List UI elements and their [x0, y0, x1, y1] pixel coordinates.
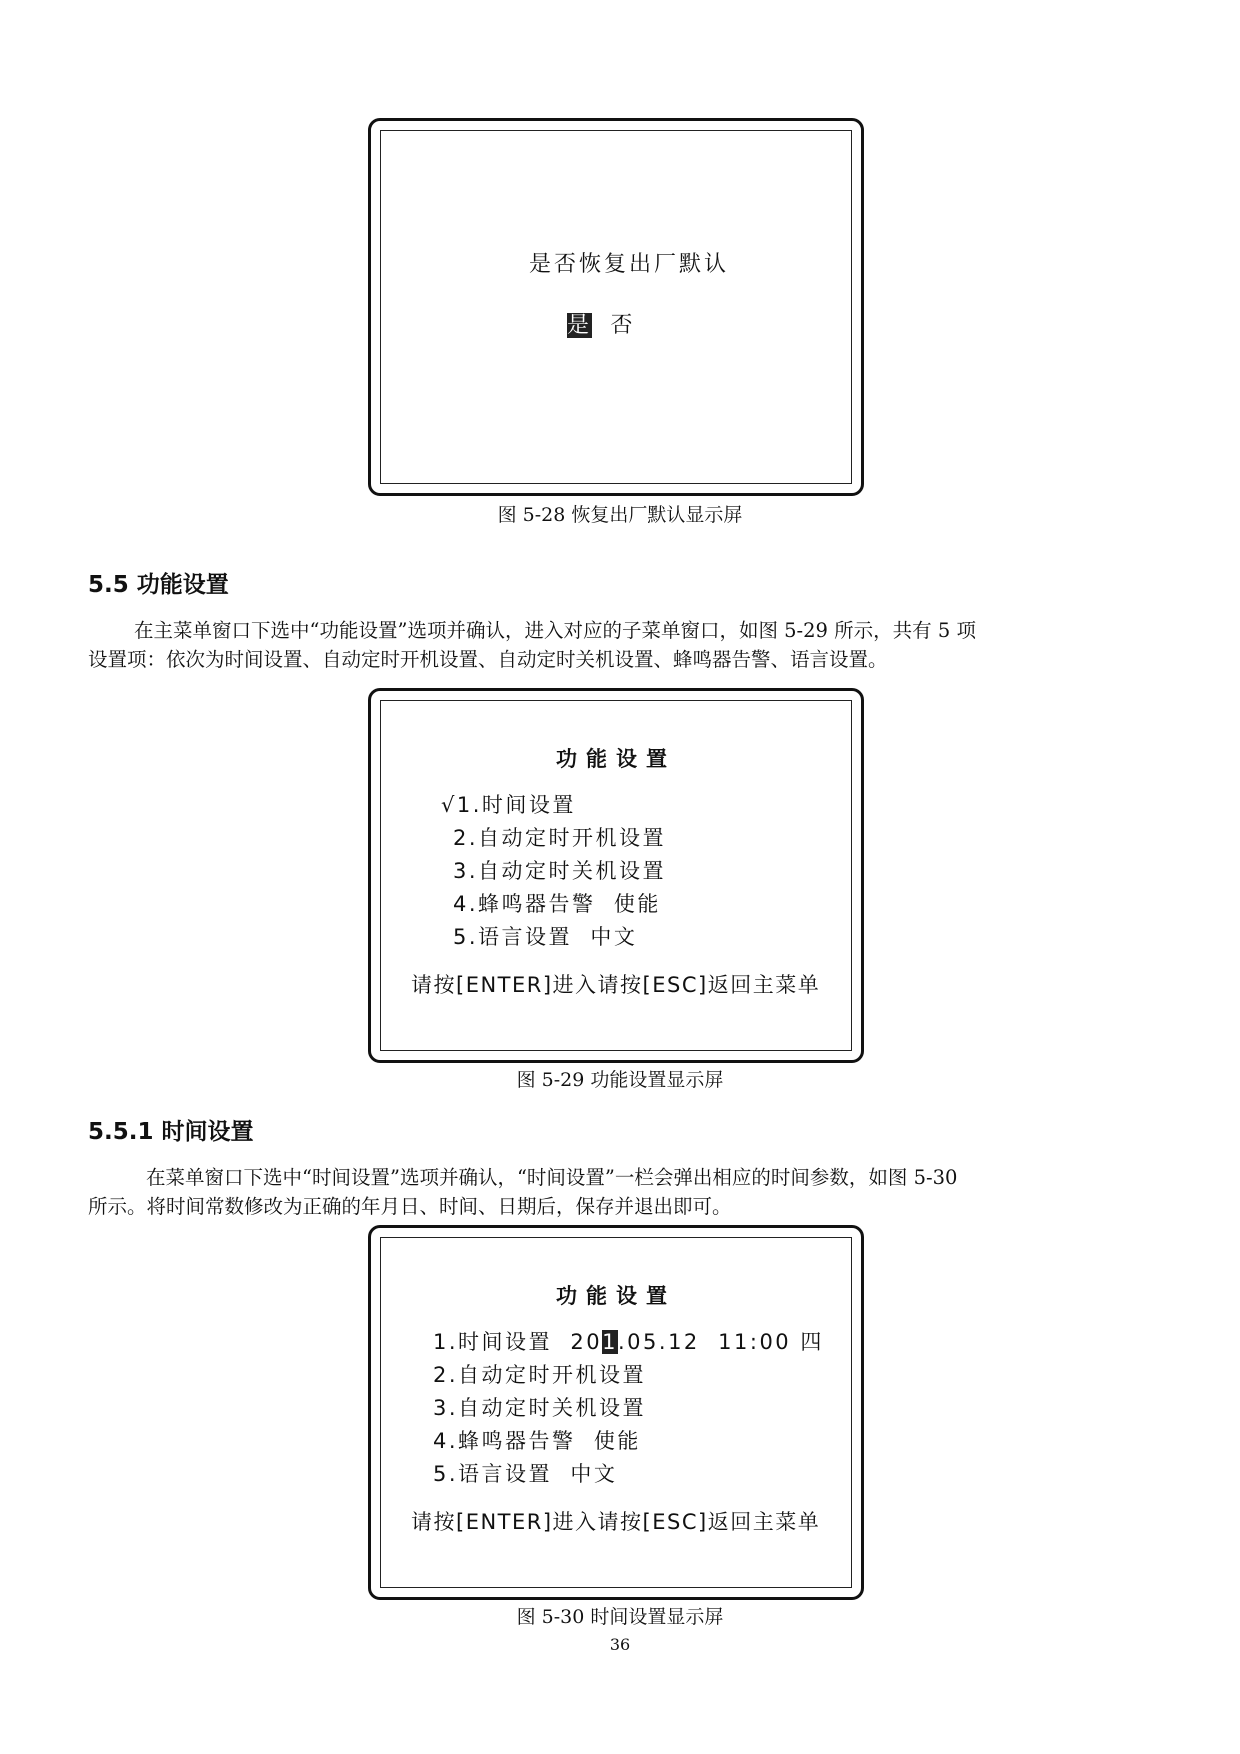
- factory-reset-options: [529, 283, 635, 364]
- page-number: 36: [609, 1635, 631, 1654]
- screen-title: 功能设置: [556, 1284, 676, 1308]
- screen-title: 功能设置: [556, 747, 676, 771]
- section-5-5-1-paragraph: [88, 1163, 1153, 1221]
- screen-footer-hint: 请按[ENTER]进入请按[ESC]返回主菜单: [411, 973, 821, 997]
- year-prefix: 20: [570, 1330, 603, 1354]
- menu-item-auto-power-on[interactable]: 2.自动定时开机设置: [453, 826, 667, 850]
- menu-item-auto-power-off[interactable]: 3.自动定时关机设置: [453, 859, 667, 883]
- factory-reset-screen: [368, 118, 864, 496]
- figure-5-30-caption: 图 5-30 时间设置显示屏: [516, 1606, 724, 1628]
- time-settings-screen: [368, 1225, 864, 1600]
- menu-item-time-settings[interactable]: √1.时间设置: [441, 793, 576, 817]
- menu-item-language[interactable]: 5.语言设置 中文: [433, 1462, 618, 1486]
- function-settings-screen: [368, 688, 864, 1063]
- option-no[interactable]: 否: [610, 313, 636, 338]
- check-mark-icon: √: [441, 793, 457, 817]
- figure-5-28-caption: 图 5-28 恢复出厂默认显示屏: [497, 504, 743, 526]
- date-time-value: .05.12 11:00 四: [618, 1330, 824, 1354]
- year-cursor-digit[interactable]: 1: [602, 1330, 618, 1354]
- screen-footer-hint: 请按[ENTER]进入请按[ESC]返回主菜单: [411, 1510, 821, 1534]
- factory-reset-question: 是否恢复出厂默认: [529, 252, 730, 277]
- menu-item-time-settings[interactable]: 1.时间设置 201.05.12 11:00 四: [433, 1330, 824, 1354]
- menu-item-buzzer-alarm[interactable]: 4.蜂鸣器告警 使能: [433, 1429, 641, 1453]
- paragraph-line: 设置项：依次为时间设置、自动定时开机设置、自动定时关机设置、蜂鸣器告警、语言设置。: [88, 648, 888, 671]
- menu-item-auto-power-off[interactable]: 3.自动定时关机设置: [433, 1396, 647, 1420]
- option-yes-selected[interactable]: 是: [566, 313, 592, 338]
- section-5-5-1-heading: 5.5.1 时间设置: [88, 1119, 254, 1145]
- section-5-5-paragraph: [88, 616, 1153, 674]
- paragraph-line: 在菜单窗口下选中“时间设置”选项并确认，“时间设置”一栏会弹出相应的时间参数，如图 5-30: [146, 1166, 958, 1189]
- section-5-5-heading: 5.5 功能设置: [88, 572, 229, 598]
- paragraph-line: 在主菜单窗口下选中“功能设置”选项并确认，进入对应的子菜单窗口，如图 5-29 所示，共有 5 项: [134, 619, 976, 642]
- menu-item-buzzer-alarm[interactable]: 4.蜂鸣器告警 使能: [453, 892, 661, 916]
- figure-5-29-caption: 图 5-29 功能设置显示屏: [516, 1069, 724, 1091]
- menu-item-auto-power-on[interactable]: 2.自动定时开机设置: [433, 1363, 647, 1387]
- menu-item-language[interactable]: 5.语言设置 中文: [453, 925, 638, 949]
- paragraph-line: 所示。将时间常数修改为正确的年月日、时间、日期后，保存并退出即可。: [88, 1195, 732, 1218]
